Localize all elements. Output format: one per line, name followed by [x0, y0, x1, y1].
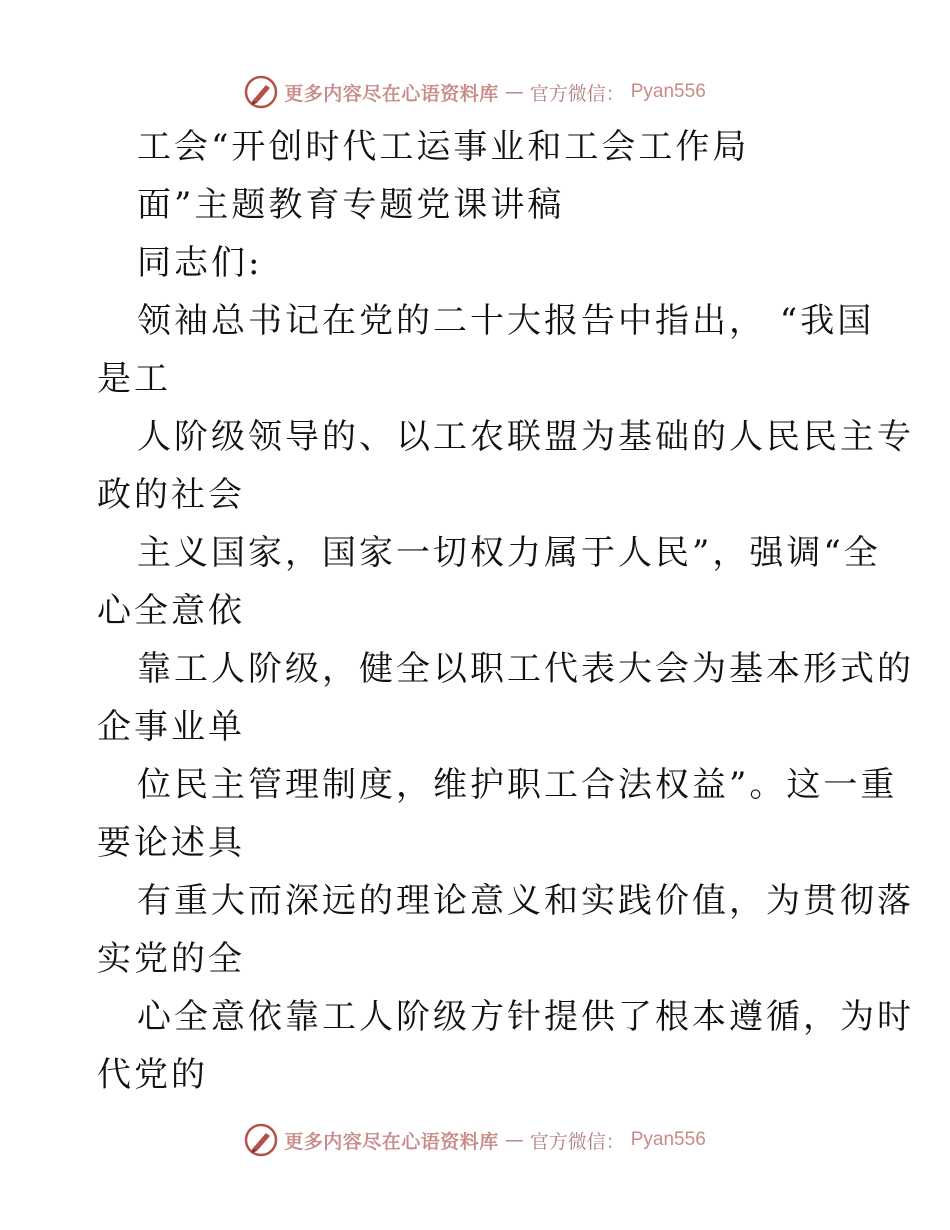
pen-logo-icon — [244, 75, 278, 109]
paragraph-line: 心全意依靠工人阶级方针提供了根本遵循，为时 — [137, 997, 914, 1037]
paragraph-line: 有重大而深远的理论意义和实践价值，为贯彻落 — [137, 881, 914, 921]
paragraph-line: 政的社会 — [97, 475, 245, 515]
pen-logo-icon — [244, 1123, 278, 1157]
footer-watermark — [0, 1120, 950, 1160]
paragraph-line: 位民主管理制度，维护职工合法权益”。这一重 — [137, 765, 898, 805]
header-watermark — [0, 72, 950, 112]
paragraph-line: 人阶级领导的、以工农联盟为基础的人民民主专 — [137, 417, 914, 457]
paragraph-line: 实党的全 — [97, 939, 245, 979]
watermark-wechat-id: Pyan556 — [630, 1129, 706, 1150]
paragraph-line: 领袖总书记在党的二十大报告中指出， “我国 — [137, 301, 875, 341]
document-title-line-2: 面”主题教育专题党课讲稿 — [137, 185, 565, 225]
document-title-line-1: 工会“开创时代工运事业和工会工作局 — [137, 127, 750, 167]
paragraph-line: 主义国家，国家一切权力属于人民”，强调“全 — [137, 533, 881, 573]
paragraph-line: 要论述具 — [97, 823, 245, 863]
watermark-main-text: 更多内容尽在心语资料库 — [284, 1130, 499, 1153]
paragraph-line: 企事业单 — [97, 707, 245, 747]
watermark-sub-text: 官方微信： — [529, 1130, 625, 1153]
watermark-sub-text: 官方微信： — [529, 82, 625, 105]
paragraph-line: 靠工人阶级，健全以职工代表大会为基本形式的 — [137, 649, 914, 689]
watermark-wechat-id: Pyan556 — [630, 81, 706, 102]
paragraph-line: 是工 — [97, 359, 171, 399]
salutation: 同志们: — [137, 243, 263, 283]
watermark-dash: — — [504, 81, 524, 103]
paragraph-line: 代党的 — [97, 1055, 208, 1095]
watermark-dash: — — [504, 1129, 524, 1151]
watermark-main-text: 更多内容尽在心语资料库 — [284, 82, 499, 105]
paragraph-line: 心全意依 — [97, 591, 245, 631]
